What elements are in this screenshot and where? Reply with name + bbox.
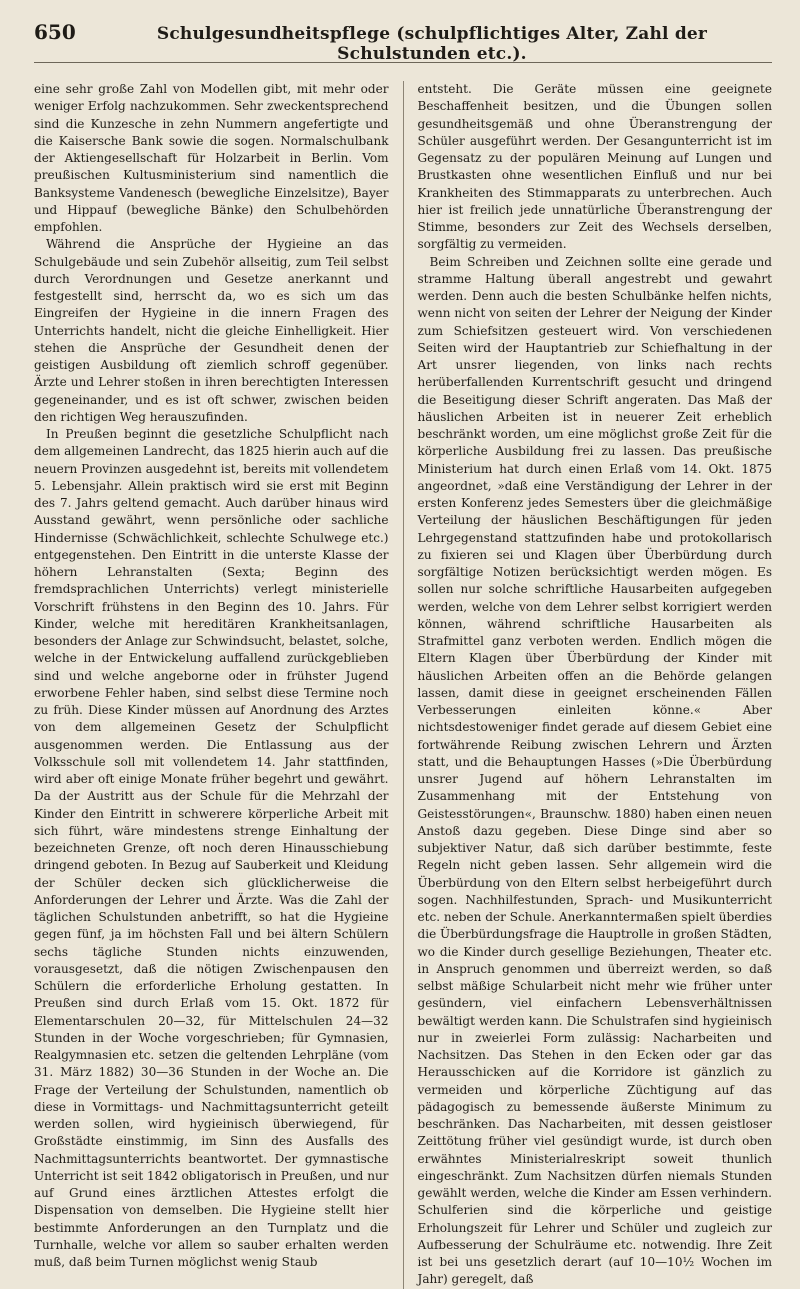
text-columns [34, 81, 772, 1289]
paragraph: entsteht. Die Geräte müssen eine geeignete Beschaffenheit besitzen, und die Übungen sollen gesundheitsgemäß und ohne Überanstrengung der Schüler ausgeführt werden. Der Gesangunterricht ist im Gegensatz zu der populären Meinung auf Lungen und Brustkasten ohne wesentlichen Einfluß und nur bei Krankheiten des Stimmapparats zu unterbrechen. Auch hier ist freilich jede unnatürliche Überanstrengung der Stimme, besonders zur Zeit des Wechsels derselben, sorgfältig zu vermeiden. [417, 82, 773, 252]
page-header [34, 20, 772, 63]
right-column [418, 81, 773, 1289]
left-column [34, 81, 389, 1289]
paragraph: Während die Ansprüche der Hygieine an das Schulgebäude und sein Zubehör allseitig, zum Teil selbst durch Verordnungen und Gesetze anerkannt und festgestellt sind, herrscht da, wo es sich um das Eingreifen der Hygieine in die innern Fragen des Unterrichts handelt, nicht die gleiche Einhelligkeit. Hier stehen die Ansprüche der Gesundheit denen der geistigen Ausbildung oft ziemlich schroff gegenüber. Ärzte und Lehrer stoßen in ihren berechtigten Interessen gegeneinander, und es ist oft schwer, zwischen beiden den richtigen Weg herauszufinden. [34, 237, 389, 424]
paragraph: Beim Schreiben und Zeichnen sollte eine gerade und stramme Haltung überall angestrebt und gewahrt werden. Denn auch die besten Schulbänke helfen nichts, wenn nicht von seiten der Lehrer der Neigung der Kinder zum Schiefsitzen gesteuert wird. Von verschiedenen Seiten wird der Hauptantrieb zur Schiefhaltung in der Art unsrer liegenden, von links nach rechts herüberfallenden Kurrentschrift gesucht und dringend die Beseitigung dieser Schrift angeraten. Das Maß der häuslichen Arbeiten ist in neuerer Zeit erheblich beschränkt worden, um eine möglichst große Zeit für die körperliche Ausbildung frei zu lassen. Das preußische Ministerium hat durch einen Erlaß vom 14. Okt. 1875 angeordnet, »daß eine Verständigung der Lehrer in der ersten Konferenz jedes Semesters über die gleichmäßige Verteilung der häuslichen Beschäftigungen für jeden Lehrgegenstand stattzufinden habe und protokollarisch zu fixieren sei und Klagen über Überbürdung durch sorgfältige Notizen berücksichtigt werden mögen. Es sollen nur solche schriftliche Hausarbeiten aufgegeben werden, welche von dem Lehrer selbst korrigiert werden können, während schriftliche Hausarbeiten als Strafmittel ganz verboten werden. Endlich mögen die Eltern Klagen über Überbürdung der Kinder mit häuslichen Arbeiten offen an die Behörde gelangen lassen, damit diese in geeignet erscheinenden Fällen Verbesserungen einleiten könne.« Aber nichtsdestoweniger findet gerade auf diesem Gebiet eine fortwährende Reibung zwischen Lehrern und Ärzten statt, und die Behauptungen Hasses (»Die Überbürdung unsrer Jugend auf höhern Lehranstalten im Zusammenhang mit der Entstehung von Geistesstörungen«, Braunschw. 1880) haben einen neuen Anstoß dazu gegeben. Diese Dinge sind aber so subjektiver Natur, daß sich darüber bestimmte, feste Regeln nicht geben lassen. Sehr allgemein wird die Überbürdung von den Eltern selbst herbeigeführt durch sogen. Nachhilfestunden, Sprach- und Musikunterricht etc. neben der Schule. Anerkanntermaßen spielt überdies die Überbürdungsfrage die Hauptrolle in großen Städten, wo die Kinder durch gesellige Beziehungen, Theater etc. in Anspruch genommen und überreizt werden, so daß selbst mäßige Schularbeit nicht mehr wie früher unter gesündern, viel einfachern Lebensverhältnissen bewältigt werden kann. Die Schulstrafen sind hygieinisch nur in zweierlei Form zulässig: Nacharbeiten und Nachsitzen. Das Stehen in den Ecken oder gar das Herausschicken auf die Korridore ist gänzlich zu vermeiden und körperliche Züchtigung auf das pädagogisch zu bemessende äußerste Minimum zu beschränken. Das Nacharbeiten, mit dessen geistloser Zeittötung früher viel gesündigt wurde, ist durch oben erwähntes Ministerialreskript soweit thunlich eingeschränkt. Zum Nachsitzen dürfen niemals Stunden gewählt werden, welche die Kinder am Essen verhindern. Schulferien sind die körperliche und geistige Erholungszeit für Lehrer und Schüler und zugleich zur Aufbesserung der Schulräume etc. notwendig. Ihre Zeit ist bei uns gesetzlich derart (auf 10—10½ Wochen im Jahr) geregelt, daß [417, 254, 773, 1287]
paragraph: In Preußen beginnt die gesetzliche Schulpflicht nach dem allgemeinen Landrecht, das 1825 hierin auch auf die neuern Provinzen ausgedehnt ist, bereits mit vollendetem 5. Lebensjahr. Allein praktisch wird sie erst mit Beginn des 7. Jahrs geltend gemacht. Auch darüber hinaus wird Ausstand gewährt, wenn persönliche oder sachliche Hindernisse (Schwächlichkeit, schlechte Schulwege etc.) entgegenstehen. Den Eintritt in die unterste Klasse der höhern Lehranstalten (Sexta; Beginn des fremdsprachlichen Unterrichts) verlegt ministerielle Vorschrift frühstens in den Beginn des 10. Jahrs. Für Kinder, welche mit hereditären Krankheitsanlagen, besonders der Anlage zur Schwindsucht, belastet, solche, welche in der Entwickelung auffallend zurückgeblieben sind und welche angeborne oder in frühster Jugend erworbene Fehler haben, sind selbst diese Termine noch zu früh. Diese Kinder müssen auf Anordnung des Arztes von dem allgemeinen Gesetz der Schulpflicht ausgenommen werden. Die Entlassung aus der Volksschule soll mit vollendetem 14. Jahr stattfinden, wird aber oft einige Monate früher begehrt und gewährt. Da der Austritt aus der Schule für die Mehrzahl der Kinder den Eintritt in schwerere körperliche Arbeit mit sich führt, wäre mindestens strenge Einhaltung der bezeichneten Grenze, oft noch deren Hinausschiebung dringend geboten. In Bezug auf Sauberkeit und Kleidung der Schüler decken sich glücklicherweise die Anforderungen der Lehrer und Ärzte. Was die Zahl der täglichen Schulstunden anbetrifft, so hat die Hygieine gegen fünf, ja im höchsten Fall und bei ältern Schülern sechs tägliche Stunden nichts einzuwenden, vorausgesetzt, daß die nötigen Zwischenpausen den Schülern die erforderliche Erholung gestatten. In Preußen sind durch Erlaß vom 15. Okt. 1872 für Elementarschulen 20—32, für Mittelschulen 24—32 Stunden in der Woche vorgeschrieben; für Gymnasien, Realgymnasien etc. setzen die geltenden Lehrpläne (vom 31. März 1882) 30—36 Stunden in der Woche an. Die Frage der Verteilung der Schulstunden, namentlich ob diese in Vormittags- und Nachmittagsunterricht geteilt werden sollen, wird hygieinisch überwiegend, für Großstädte einstimmig, im Sinn des Ausfalls des Nachmittagsunterrichts beantwortet. Der gymnastische Unterricht ist seit 1842 obligatorisch in Preußen, und nur auf Grund eines ärztlichen Attestes erfolgt die Dispensation von demselben. Die Hygieine stellt hier bestimmte Anforderungen an den Turnplatz und die Turnhalle, welche vor allem so sauber erhalten werden muß, daß beim Turnen möglichst wenig Staub [34, 427, 389, 1269]
paragraph: eine sehr große Zahl von Modellen gibt, mit mehr oder weniger Erfolg nachzukommen. Sehr zweckentsprechend sind die Kunzesche in zehn Nummern angefertigte und die Kaisersche Bank sowie die sogen. Normalschulbank der Aktiengesellschaft für Holzarbeit in Berlin. Vom preußischen Kultusministerium sind namentlich die Banksysteme Vandenesch (bewegliche Einzelsitze), Bayer und Hippauf (bewegliche Bänke) den Schulbehörden empfohlen. [34, 82, 389, 234]
running-head: Schulgesundheitspflege (schulpflichtiges Alter, Zahl der Schulstunden etc.). [156, 24, 708, 64]
page-number: 650 [34, 20, 76, 44]
column-divider [403, 81, 404, 1289]
